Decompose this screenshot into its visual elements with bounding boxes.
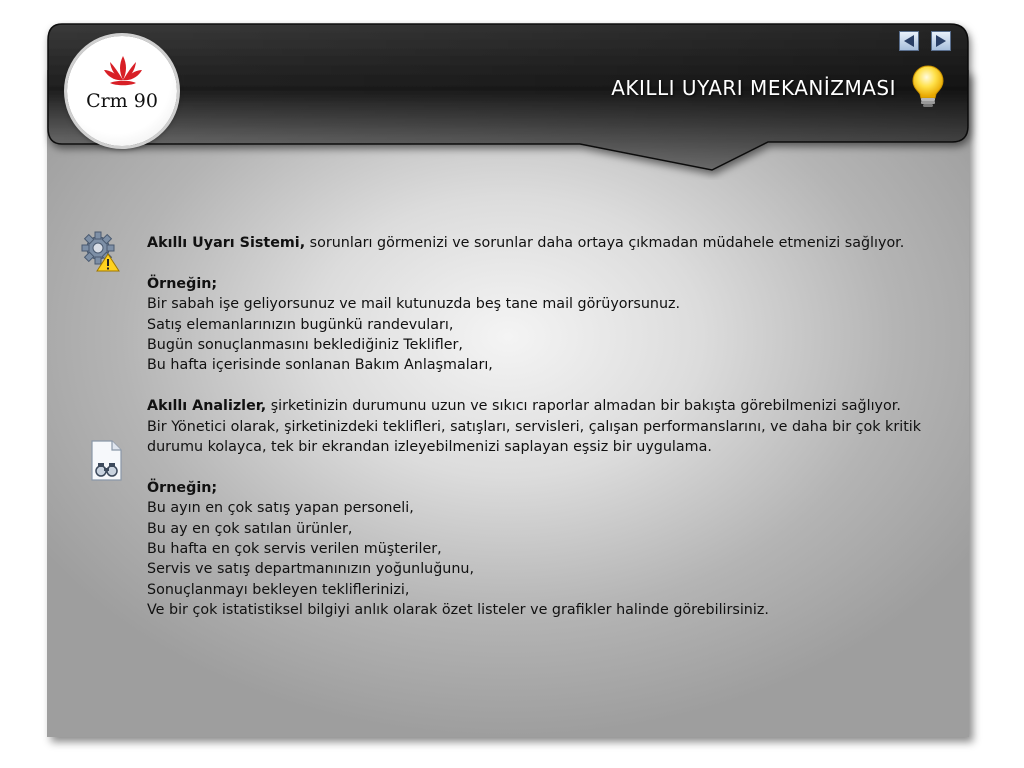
document-binoculars-icon — [88, 440, 124, 482]
page-title: AKILLI UYARI MEKANİZMASI — [611, 76, 896, 100]
section2-intro — [147, 396, 947, 416]
section1-line: Bir sabah işe geliyorsunuz ve mail kutunuzda beş tane mail görüyorsunuz. — [147, 296, 681, 313]
prev-arrow-icon — [902, 34, 916, 48]
section2-heading: Akıllı Analizler, — [147, 398, 267, 415]
next-slide-button[interactable] — [931, 31, 951, 51]
section1-line: Bugün sonuçlanmasını beklediğiniz Teklifler, — [147, 337, 463, 354]
logo-flower-icon — [100, 50, 146, 90]
section2-example-heading: Örneğin; — [147, 479, 218, 496]
section2-line: Servis ve satış departmanınızın yoğunluğunu, — [147, 561, 475, 578]
section2-line: Bu hafta en çok servis verilen müşteriler, — [147, 541, 442, 558]
section2-text: şirketinizin durumunu uzun ve sıkıcı raporlar almadan bir bakışta görebilmenizi sağlıyor. — [266, 398, 901, 415]
header-bar — [40, 20, 980, 180]
next-arrow-icon — [934, 34, 948, 48]
section1-intro — [147, 233, 947, 253]
section2-paragraph: Bir Yönetici olarak, şirketinizdeki teklifleri, satışları, servisleri, çalışan performanslarını, ve daha bir çok kritik durumu kolayca, tek bir ekrandan izleyebilmenizi saplayan eşsiz bir uygulama. — [147, 418, 922, 456]
settings-warning-icon — [80, 230, 120, 272]
logo-text: Crm 90 — [86, 90, 158, 112]
section2-line: Bu ayın en çok satış yapan personeli, — [147, 500, 414, 517]
section2-line: Ve bir çok istatistiksel bilgiyi anlık olarak özet listeler ve grafikler halinde görebilirsiniz. — [147, 602, 769, 619]
prev-slide-button[interactable] — [899, 31, 919, 51]
section1-line: Satış elemanlarınızın bugünkü randevuları, — [147, 316, 454, 333]
section1-text: sorunları görmenizi ve sorunlar daha ortaya çıkmadan müdahele etmenizi sağlıyor. — [305, 235, 905, 251]
section1-line: Bu hafta içerisinde sonlanan Bakım Anlaşmaları, — [147, 357, 493, 374]
lightbulb-icon — [909, 64, 947, 108]
section1-heading: Akıllı Uyarı Sistemi, — [147, 235, 306, 251]
slide-content — [147, 233, 947, 621]
section1-example-heading: Örneğin; — [147, 275, 218, 292]
section2-line: Bu ay en çok satılan ürünler, — [147, 520, 353, 537]
section2-line: Sonuçlanmayı bekleyen tekliflerinizi, — [147, 581, 410, 598]
